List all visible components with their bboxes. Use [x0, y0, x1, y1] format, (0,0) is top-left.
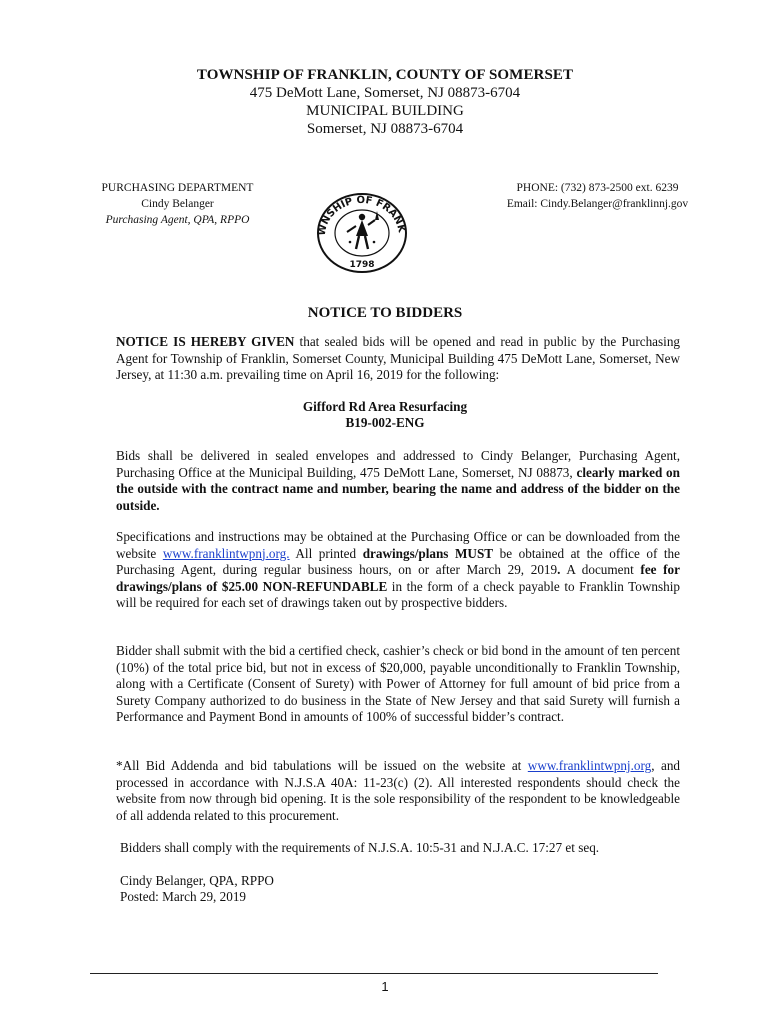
- specs-period: .: [557, 562, 561, 577]
- township-city: Somerset, NJ 08873-6704: [306, 121, 464, 137]
- specs-text: Specifications and instructions may be obtained at the Purchasing Office or can be downloaded from the website: [116, 529, 680, 561]
- project-name: Gifford Rd Area Resurfacing: [302, 399, 468, 414]
- specs-text: be obtained at the office of the Purchasing Agent, during regular business hours, on or after March 29, 2019: [116, 545, 680, 577]
- paragraph-bid-security: Bidder shall submit with the bid a certified check, cashier’s check or bid bond in the amount of ten percent (10%) of the total price bid, but not in excess of $20,000, payable unconditionally to Franklin Township, along with a Certificate (Consent of Surety) with Power of Attorney for full amount of bid price from a Surety Company authorized to do business in the State of New Jersey and that said Surety will furnish a Performance and Payment Bond in amounts of 100% of successful bidder’s contract.: [116, 643, 680, 724]
- posted-date: Posted: March 29, 2019: [120, 889, 247, 904]
- project-number: B19-002-ENG: [345, 415, 425, 430]
- addenda-text: *All Bid Addenda and bid tabulations will be issued on the website at: [116, 758, 528, 773]
- seal-text: WNSHIP OF FRANK: [316, 194, 407, 237]
- paragraph-specifications: [116, 529, 680, 612]
- phone-number: PHONE: (732) 873-2500 ext. 6239: [516, 182, 679, 194]
- website-link[interactable]: www.franklintwpnj.org.: [162, 545, 290, 561]
- paragraph-addenda: [116, 758, 680, 824]
- township-address: 475 DeMott Lane, Somerset, NJ 08873-6704: [249, 85, 521, 101]
- specs-text: All printed: [289, 545, 363, 561]
- delivery-marking: clearly marked on the outside with the contract name and number, bearing the name and address of the bidder on the outside.: [116, 464, 680, 513]
- agent-name: Cindy Belanger: [141, 198, 214, 210]
- signature-name: Cindy Belanger, QPA, RPPO: [120, 873, 274, 888]
- seal-year: 1798: [349, 260, 375, 270]
- municipal-building: MUNICIPAL BUILDING: [306, 103, 464, 119]
- drawings-must: drawings/plans MUST: [362, 545, 494, 561]
- specs-text: A document: [560, 562, 641, 577]
- delivery-text: Bids shall be delivered in sealed envelopes and addressed to Cindy Belanger, Purchasing Agent, Purchasing Office at the Municipal Building, 475 DeMott Lane, Somerset, NJ 08873,: [116, 448, 680, 480]
- purchasing-department: PURCHASING DEPARTMENT: [101, 182, 254, 194]
- township-title: TOWNSHIP OF FRANKLIN, COUNTY OF SOMERSET: [196, 67, 574, 83]
- intro-text: that sealed bids will be opened and read in public by the Purchasing Agent for Township of Franklin, Somerset County, Municipal Building 475 DeMott Lane, Somerset, New Jersey, at 11:30 a.m. prevailing time on April 16, 2019 for the following:: [116, 334, 681, 382]
- township-seal-logo: [316, 192, 408, 274]
- paragraph-compliance: Bidders shall comply with the requirements of N.J.S.A. 10:5-31 and N.J.A.C. 17:27 et seq.: [120, 840, 600, 855]
- notice-title: NOTICE TO BIDDERS: [307, 305, 463, 321]
- paragraph-intro: [116, 334, 680, 384]
- agent-role: Purchasing Agent, QPA, RPPO: [105, 214, 250, 226]
- footer-divider: [90, 973, 658, 974]
- addenda-text: , and processed in accordance with N.J.S.A 40A: 11-23(c) (2). All interested respondents should check the website from now through bid opening. It is the sole responsibility of the respondent to be knowledgeable of all addenda related to this procurement.: [116, 758, 681, 823]
- drawings-fee: fee for drawings/plans of $25.00 NON-REFUNDABLE: [116, 562, 680, 594]
- specs-text: in the form of a check payable to Franklin Township will be required for each set of drawings taken out by prospective bidders.: [116, 578, 680, 610]
- page-number: 1: [381, 979, 389, 994]
- email-address: Email: Cindy.Belanger@franklinnj.gov: [506, 198, 689, 210]
- addenda-website-link[interactable]: www.franklintwpnj.org: [527, 758, 652, 773]
- paragraph-delivery: [116, 448, 680, 514]
- notice-lead: NOTICE IS HEREBY GIVEN: [116, 334, 295, 349]
